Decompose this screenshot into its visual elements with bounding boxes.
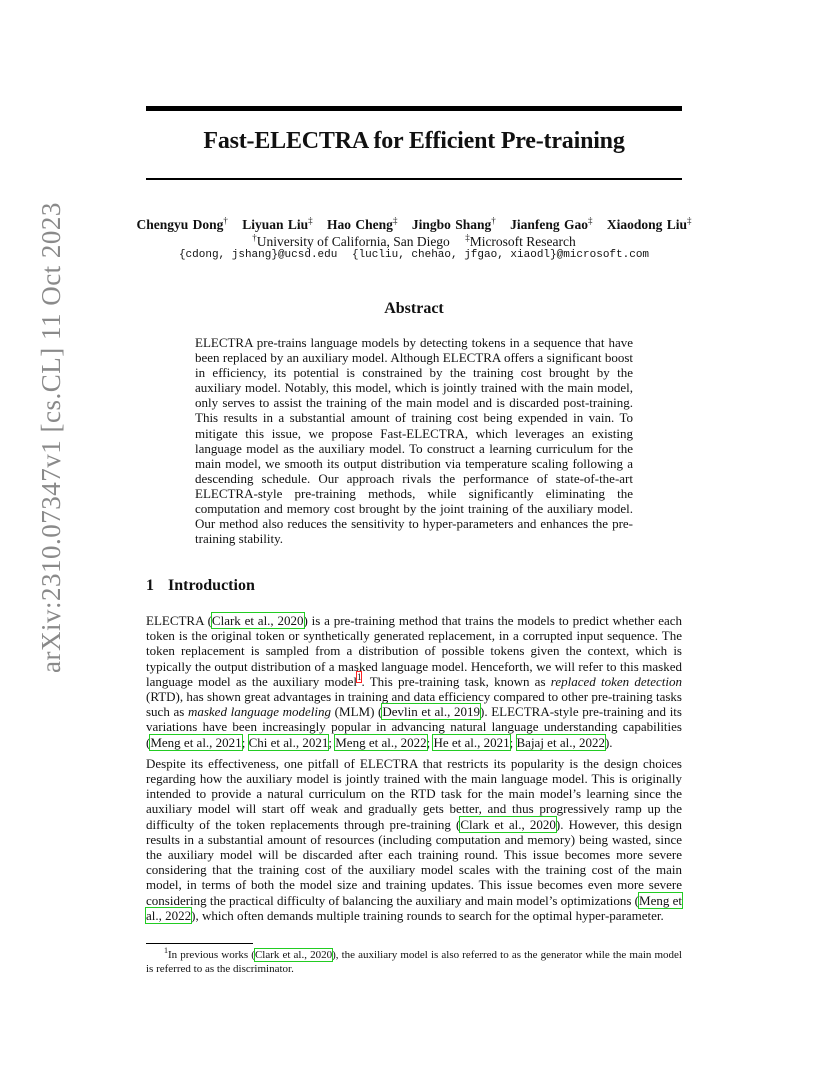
italic-term: masked language modeling bbox=[187, 704, 332, 720]
citation-link[interactable]: He et al., 2021 bbox=[433, 734, 510, 750]
section-number: 1 bbox=[146, 577, 154, 594]
text-run: ; bbox=[328, 734, 336, 750]
text-run: ELECTRA ( bbox=[146, 613, 212, 628]
text-run: ). bbox=[604, 734, 613, 750]
citation-link[interactable]: Clark et al., 2020 bbox=[254, 949, 333, 961]
author bbox=[242, 217, 312, 232]
text-run: ), which often demands multiple training rounds to search for the optimal hyper-parameter. bbox=[191, 907, 664, 923]
text-run: ). ELECTRA-style pre-training and its variations have been increasingly popular in advancing natural language understanding capabilities ( bbox=[146, 704, 682, 750]
footnote-rule bbox=[146, 943, 253, 944]
text-run: Despite its effectiveness, one pitfall of ELECTRA that restricts its popularity is the design choices regarding how the auxiliary model is jointly trained with the main language model. This is originally intended to provide a natural curriculum on the RTD task for the main model’s learning since the auxiliary model will start off weak and gradually gets better, and thus progressively ramp up the difficulty of the token replacements through pre-training ( bbox=[146, 755, 682, 832]
footnote bbox=[146, 946, 682, 976]
author-name: Chengyu Dong bbox=[136, 216, 224, 232]
citation-link[interactable]: Chi et al., 2021 bbox=[248, 734, 329, 750]
text-run: In previous works ( bbox=[168, 949, 255, 961]
text-run: ), the auxiliary model is also referred to as the generator while the main model is referred to as the discriminator. bbox=[146, 949, 682, 975]
author-name: Liyuan Liu bbox=[242, 216, 309, 232]
email-list bbox=[120, 249, 708, 261]
email-ucsd: {cdong, jshang}@ucsd.edu bbox=[178, 249, 338, 261]
affiliation-mark: ‡ bbox=[465, 232, 470, 242]
author-list bbox=[120, 215, 708, 233]
affiliation-mark: † bbox=[252, 232, 257, 242]
italic-term: replaced token detection bbox=[550, 673, 683, 689]
author bbox=[412, 217, 496, 232]
author-affiliation-mark: † bbox=[223, 215, 228, 225]
title-top-rule bbox=[146, 106, 682, 111]
author-name: Jianfeng Gao bbox=[510, 216, 588, 232]
section-heading-introduction bbox=[146, 577, 255, 595]
footnote-link[interactable]: 1 bbox=[356, 672, 362, 683]
author-affiliation-mark: ‡ bbox=[687, 215, 692, 225]
text-run: ; bbox=[426, 734, 434, 750]
author-affiliation-mark: ‡ bbox=[588, 215, 593, 225]
introduction-body bbox=[146, 613, 682, 929]
citation-link[interactable]: Devlin et al., 2019 bbox=[382, 704, 480, 720]
affiliation-list bbox=[120, 232, 708, 250]
author bbox=[607, 217, 692, 232]
text-run: . This pre-training task, known as bbox=[361, 673, 551, 689]
paper-title: Fast-ELECTRA for Efficient Pre-training bbox=[203, 128, 625, 154]
email-microsoft: {lucliu, chehao, jfgao, xiaodl}@microsoft.com bbox=[351, 249, 650, 261]
text-run: ; bbox=[241, 734, 249, 750]
affiliation-name: Microsoft Research bbox=[469, 233, 576, 249]
footnote-mark: 1 bbox=[164, 946, 168, 956]
author bbox=[136, 217, 227, 232]
author-affiliation-mark: ‡ bbox=[392, 215, 398, 225]
author bbox=[510, 217, 592, 232]
author-affiliation-mark: ‡ bbox=[308, 215, 313, 225]
paragraph bbox=[146, 613, 682, 750]
paragraph bbox=[146, 756, 682, 923]
affiliation bbox=[465, 234, 576, 249]
text-run: ). However, this design results in a substantial amount of resources (including computation and memory) being wasted, since the auxiliary model will be discarded after each training round. This issue becomes more severe considering that the training cost of the auxiliary model scales with the training cost of the main model, in terms of both the model size and training updates. This issue becomes even more severe considering the practical difficulty of balancing the auxiliary and main model’s optimizations ( bbox=[146, 816, 682, 908]
abstract-heading: Abstract bbox=[384, 300, 444, 317]
affiliation bbox=[252, 234, 450, 249]
citation-link[interactable]: Meng et al., 2021 bbox=[150, 734, 242, 750]
citation-link[interactable]: Clark et al., 2020 bbox=[460, 816, 556, 832]
author bbox=[327, 217, 397, 232]
title-bottom-rule bbox=[146, 178, 682, 180]
text-run: ) is a pre-training method that trains the models to predict whether each token is the original token or synthetically generated replacement, in a corrupted input sequence. The token replacement is sampled from a distribution of possible tokens given the context, which is typically the output distribution of a masked language model. Henceforth, we will refer to this masked language model as the auxiliary model bbox=[146, 613, 682, 689]
author-name: Jingbo Shang bbox=[411, 216, 492, 232]
affiliation-name: University of California, San Diego bbox=[256, 233, 450, 249]
abstract-text: ELECTRA pre-trains language models by detecting tokens in a sequence that have been replaced by an auxiliary model. Although ELECTRA offers a significant boost in efficiency, its potential is constrained by the training cost brought by the auxiliary model. Notably, this model, which is jointly trained with the main model, only serves to assist the training of the main model and is discarded post-training. This results in a substantial amount of training cost being expended in vain. To mitigate this issue, we propose Fast-ELECTRA, which leverages an existing language model as the auxiliary model. To construct a learning curriculum for the main model, we smooth its output distribution via temperature scaling following a descending schedule. Our approach rivals the performance of state-of-the-art ELECTRA-style pre-training methods, while significantly eliminating the computation and memory cost brought by the joint training of the auxiliary model. Our method also reduces the sensitivity to hyper-parameters and enhances the pre-training stability. bbox=[195, 335, 633, 547]
arxiv-identifier-stamp[interactable]: arXiv:2310.07347v1 [cs.CL] 11 Oct 2023 bbox=[36, 202, 66, 673]
text-run: (MLM) ( bbox=[331, 704, 383, 720]
author-affiliation-mark: † bbox=[491, 215, 496, 225]
citation-link[interactable]: Clark et al., 2020 bbox=[211, 613, 304, 628]
citation-link[interactable]: Bajaj et al., 2022 bbox=[516, 734, 605, 750]
author-name: Hao Cheng bbox=[327, 216, 393, 232]
citation-link[interactable]: Meng et al., 2022 bbox=[146, 892, 682, 923]
section-title: Introduction bbox=[168, 577, 255, 594]
author-name: Xiaodong Liu bbox=[606, 216, 688, 232]
text-run: ; bbox=[509, 734, 517, 750]
citation-link[interactable]: Meng et al., 2022 bbox=[335, 734, 427, 750]
text-run: (RTD), has shown great advantages in training and data efficiency compared to other pre-training tasks such as bbox=[146, 689, 682, 720]
